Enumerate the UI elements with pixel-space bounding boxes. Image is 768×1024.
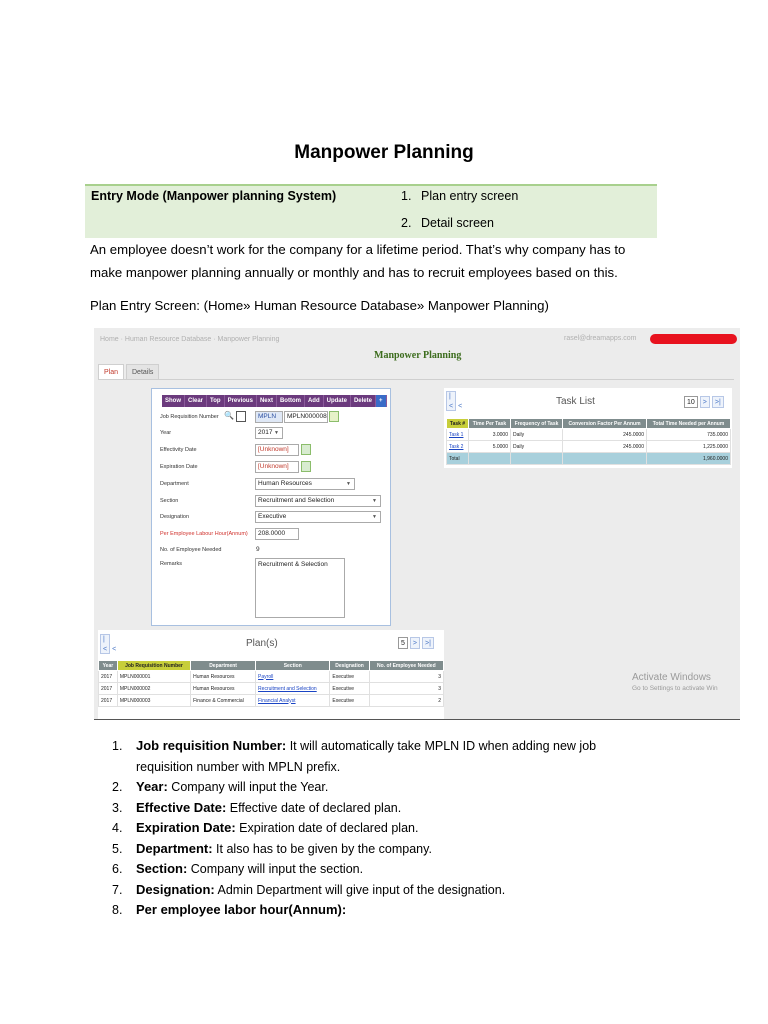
- effective-date-label: Effectivity Date: [160, 447, 197, 453]
- redaction-mark: [650, 334, 737, 344]
- section-select[interactable]: Recruitment and Selection ▼: [255, 495, 381, 507]
- task-pager-right: [684, 396, 726, 408]
- year-select[interactable]: 2017 ▼: [255, 427, 283, 439]
- entry-mode-table: [85, 184, 657, 238]
- table-cell: Finance & Commercial: [191, 695, 256, 707]
- table-cell: 245.0000: [563, 441, 647, 453]
- table-cell: Human Resources: [191, 671, 256, 683]
- department-row: [160, 478, 390, 492]
- employee-needed-row: [160, 544, 390, 558]
- task-page-size[interactable]: 10: [684, 396, 698, 408]
- chevron-down-icon: ▼: [372, 514, 377, 520]
- tab-divider: [98, 379, 734, 380]
- chevron-down-icon: ▼: [346, 481, 351, 487]
- section-link[interactable]: Payroll: [256, 671, 330, 683]
- designation-select[interactable]: Executive ▼: [255, 511, 381, 523]
- prev-page-button[interactable]: <: [112, 646, 117, 653]
- next-page-button[interactable]: >: [700, 396, 710, 408]
- task-pager-left: [446, 391, 462, 411]
- chevron-down-icon: ▼: [372, 498, 377, 504]
- table-row[interactable]: [99, 671, 444, 683]
- table-cell: Daily: [511, 429, 563, 441]
- table-cell: 245.0000: [563, 429, 647, 441]
- column-header[interactable]: Section: [256, 661, 330, 671]
- section-link[interactable]: Recruitment and Selection: [256, 683, 330, 695]
- table-cell: [469, 453, 511, 465]
- list-item: 3. Effective Date: Effective date of declared plan.: [112, 799, 402, 815]
- column-header[interactable]: Task #: [447, 419, 469, 429]
- year-label: Year: [160, 430, 172, 436]
- table-cell: Executive: [330, 683, 369, 695]
- clear-button[interactable]: Clear: [185, 395, 207, 407]
- expiration-date-row: [160, 461, 390, 475]
- table-cell: 3: [369, 683, 443, 695]
- document-title: Manpower Planning: [294, 142, 474, 163]
- section-row: [160, 495, 390, 509]
- list-item: 6. Section: Company will input the section.: [112, 861, 364, 876]
- first-page-button[interactable]: | <: [100, 634, 110, 654]
- table-cell: 3: [369, 671, 443, 683]
- form-toolbar: [162, 395, 387, 407]
- table-cell: 5.0000: [469, 441, 511, 453]
- table-cell: 1,225.0000: [647, 441, 731, 453]
- expiration-date-label: Expiration Date: [160, 464, 198, 470]
- top-button[interactable]: Top: [207, 395, 225, 407]
- column-header[interactable]: Frequency of Task: [511, 419, 563, 429]
- calendar-icon[interactable]: [301, 461, 311, 472]
- entry-mode-label: Entry Mode (Manpower planning System): [91, 189, 337, 203]
- table-cell: 3.0000: [469, 429, 511, 441]
- plans-table: [98, 660, 444, 707]
- effective-date-row: [160, 444, 390, 458]
- table-header-row: [99, 661, 444, 671]
- notes-icon[interactable]: [329, 411, 339, 422]
- labour-hour-label: Per Employee Labour Hour(Annum): [160, 531, 248, 537]
- list-item: 2. Year: Company will input the Year.: [112, 779, 329, 794]
- list-item: 8. Per employee labor hour(Annum):: [112, 902, 347, 917]
- plan-entry-screenshot: [94, 328, 740, 720]
- employee-needed-label: No. of Employee Needed: [160, 547, 222, 553]
- task-link[interactable]: Task 1: [447, 429, 469, 441]
- add-row-button[interactable]: +: [376, 395, 387, 407]
- column-header[interactable]: Conversion Factor Per Annum: [563, 419, 647, 429]
- update-button[interactable]: Update: [324, 395, 351, 407]
- employee-needed-value: 9: [256, 546, 260, 553]
- tab-plan[interactable]: Plan: [98, 364, 124, 380]
- previous-button[interactable]: Previous: [225, 395, 257, 407]
- first-page-button[interactable]: | <: [446, 391, 456, 411]
- designation-row: [160, 511, 390, 525]
- effective-date-input[interactable]: [Unknown]: [255, 444, 299, 456]
- remarks-row: [160, 558, 390, 622]
- column-header[interactable]: Department: [191, 661, 256, 671]
- section-label: Section: [160, 498, 179, 504]
- column-header[interactable]: Time Per Task: [469, 419, 511, 429]
- entry-mode-item: 2. Detail screen: [401, 216, 494, 230]
- plan-form: [151, 388, 391, 626]
- expiration-date-input[interactable]: [Unknown]: [255, 461, 299, 473]
- table-total-row: [447, 453, 731, 465]
- table-row[interactable]: [447, 441, 731, 453]
- table-cell: 2017: [99, 695, 118, 707]
- task-list-panel: [444, 388, 732, 468]
- table-cell: MPLN000002: [117, 683, 190, 695]
- user-email: rasel@dreamapps.com: [564, 335, 637, 342]
- delete-button[interactable]: Delete: [351, 395, 376, 407]
- table-cell: Human Resources: [191, 683, 256, 695]
- department-select[interactable]: Human Resources ▼: [255, 478, 355, 490]
- list-item: 1. Job requisition Number: It will automatically take MPLN ID when adding new job requisition number with MPLN prefix.: [112, 738, 597, 774]
- list-item: 4. Expiration Date: Expiration date of declared plan.: [112, 820, 419, 835]
- table-cell: Executive: [330, 671, 369, 683]
- column-header[interactable]: Total Time Needed per Annum: [647, 419, 731, 429]
- department-label: Department: [160, 481, 189, 487]
- table-cell: Executive: [330, 695, 369, 707]
- remarks-textarea[interactable]: Recruitment & Selection: [255, 558, 345, 618]
- next-page-button[interactable]: >: [410, 637, 420, 649]
- calendar-icon[interactable]: [301, 444, 311, 455]
- job-req-input[interactable]: MPLN000008: [284, 411, 328, 423]
- search-icon[interactable]: 🔍: [224, 411, 234, 420]
- table-cell: 735.0000: [647, 429, 731, 441]
- table-cell: 2017: [99, 683, 118, 695]
- prev-page-button[interactable]: <: [458, 403, 463, 410]
- plans-page-size[interactable]: 5: [398, 637, 408, 649]
- task-list-title: Task List: [556, 396, 595, 407]
- labour-hour-row: [160, 528, 390, 542]
- table-cell: Daily: [511, 441, 563, 453]
- chevron-down-icon: ▼: [274, 430, 279, 436]
- table-cell: 2017: [99, 671, 118, 683]
- field-description-list: [112, 736, 672, 921]
- plans-pager-right: [398, 637, 436, 649]
- document-icon[interactable]: [236, 411, 246, 422]
- show-button[interactable]: Show: [162, 395, 185, 407]
- plans-title: Plan(s): [246, 638, 278, 649]
- column-header[interactable]: No. of Employee Needed: [369, 661, 443, 671]
- labour-hour-input[interactable]: 208.0000: [255, 528, 299, 540]
- intro-paragraph: An employee doesn’t work for the company for a lifetime period. That’s why company has to make manpower planning annually or monthly and has to recruit employees based on this.: [90, 242, 626, 280]
- table-cell: [563, 453, 647, 465]
- table-cell: [511, 453, 563, 465]
- job-req-prefix-select[interactable]: MPLN: [255, 411, 283, 423]
- table-cell: MPLN000003: [117, 695, 190, 707]
- plans-pager-left: [100, 634, 116, 654]
- column-header[interactable]: Designation: [330, 661, 369, 671]
- section-link[interactable]: Financial Analyst: [256, 695, 330, 707]
- list-item: 7. Designation: Admin Department will give input of the designation.: [112, 881, 506, 897]
- task-table: [446, 418, 731, 465]
- table-cell: MPLN000001: [117, 671, 190, 683]
- job-req-label: Job Requisition Number: [160, 414, 219, 420]
- task-link[interactable]: Task 2: [447, 441, 469, 453]
- table-cell: 2: [369, 695, 443, 707]
- plans-panel: [98, 630, 444, 720]
- next-button[interactable]: Next: [257, 395, 277, 407]
- table-header-row: [447, 419, 731, 429]
- last-page-button[interactable]: >|: [712, 396, 724, 408]
- tab-details[interactable]: Details: [126, 364, 159, 380]
- entry-mode-list: [401, 189, 518, 243]
- year-row: [160, 427, 390, 441]
- entry-mode-item: 1. Plan entry screen: [401, 189, 519, 203]
- job-req-row: [160, 411, 390, 425]
- total-value: 1,960.0000: [647, 453, 731, 465]
- bottom-button[interactable]: Bottom: [277, 395, 305, 407]
- column-header[interactable]: Job Requisition Number: [117, 661, 190, 671]
- breadcrumb[interactable]: Home · Human Resource Database · Manpower Planning: [100, 336, 280, 343]
- add-button[interactable]: Add: [305, 395, 324, 407]
- last-page-button[interactable]: >|: [422, 637, 434, 649]
- list-item: 5. Department: It also has to be given by the company.: [112, 840, 432, 856]
- designation-label: Designation: [160, 514, 190, 520]
- table-row[interactable]: [99, 683, 444, 695]
- column-header[interactable]: Year: [99, 661, 118, 671]
- app-title: Manpower Planning: [374, 350, 462, 361]
- remarks-label: Remarks: [160, 561, 183, 567]
- plan-entry-caption: Plan Entry Screen: (Home» Human Resource Database» Manpower Planning): [90, 298, 549, 313]
- table-row[interactable]: [99, 695, 444, 707]
- activation-watermark: Activate Windows Go to Settings to activate Win: [632, 672, 718, 692]
- total-label: Total: [447, 453, 469, 465]
- table-row[interactable]: [447, 429, 731, 441]
